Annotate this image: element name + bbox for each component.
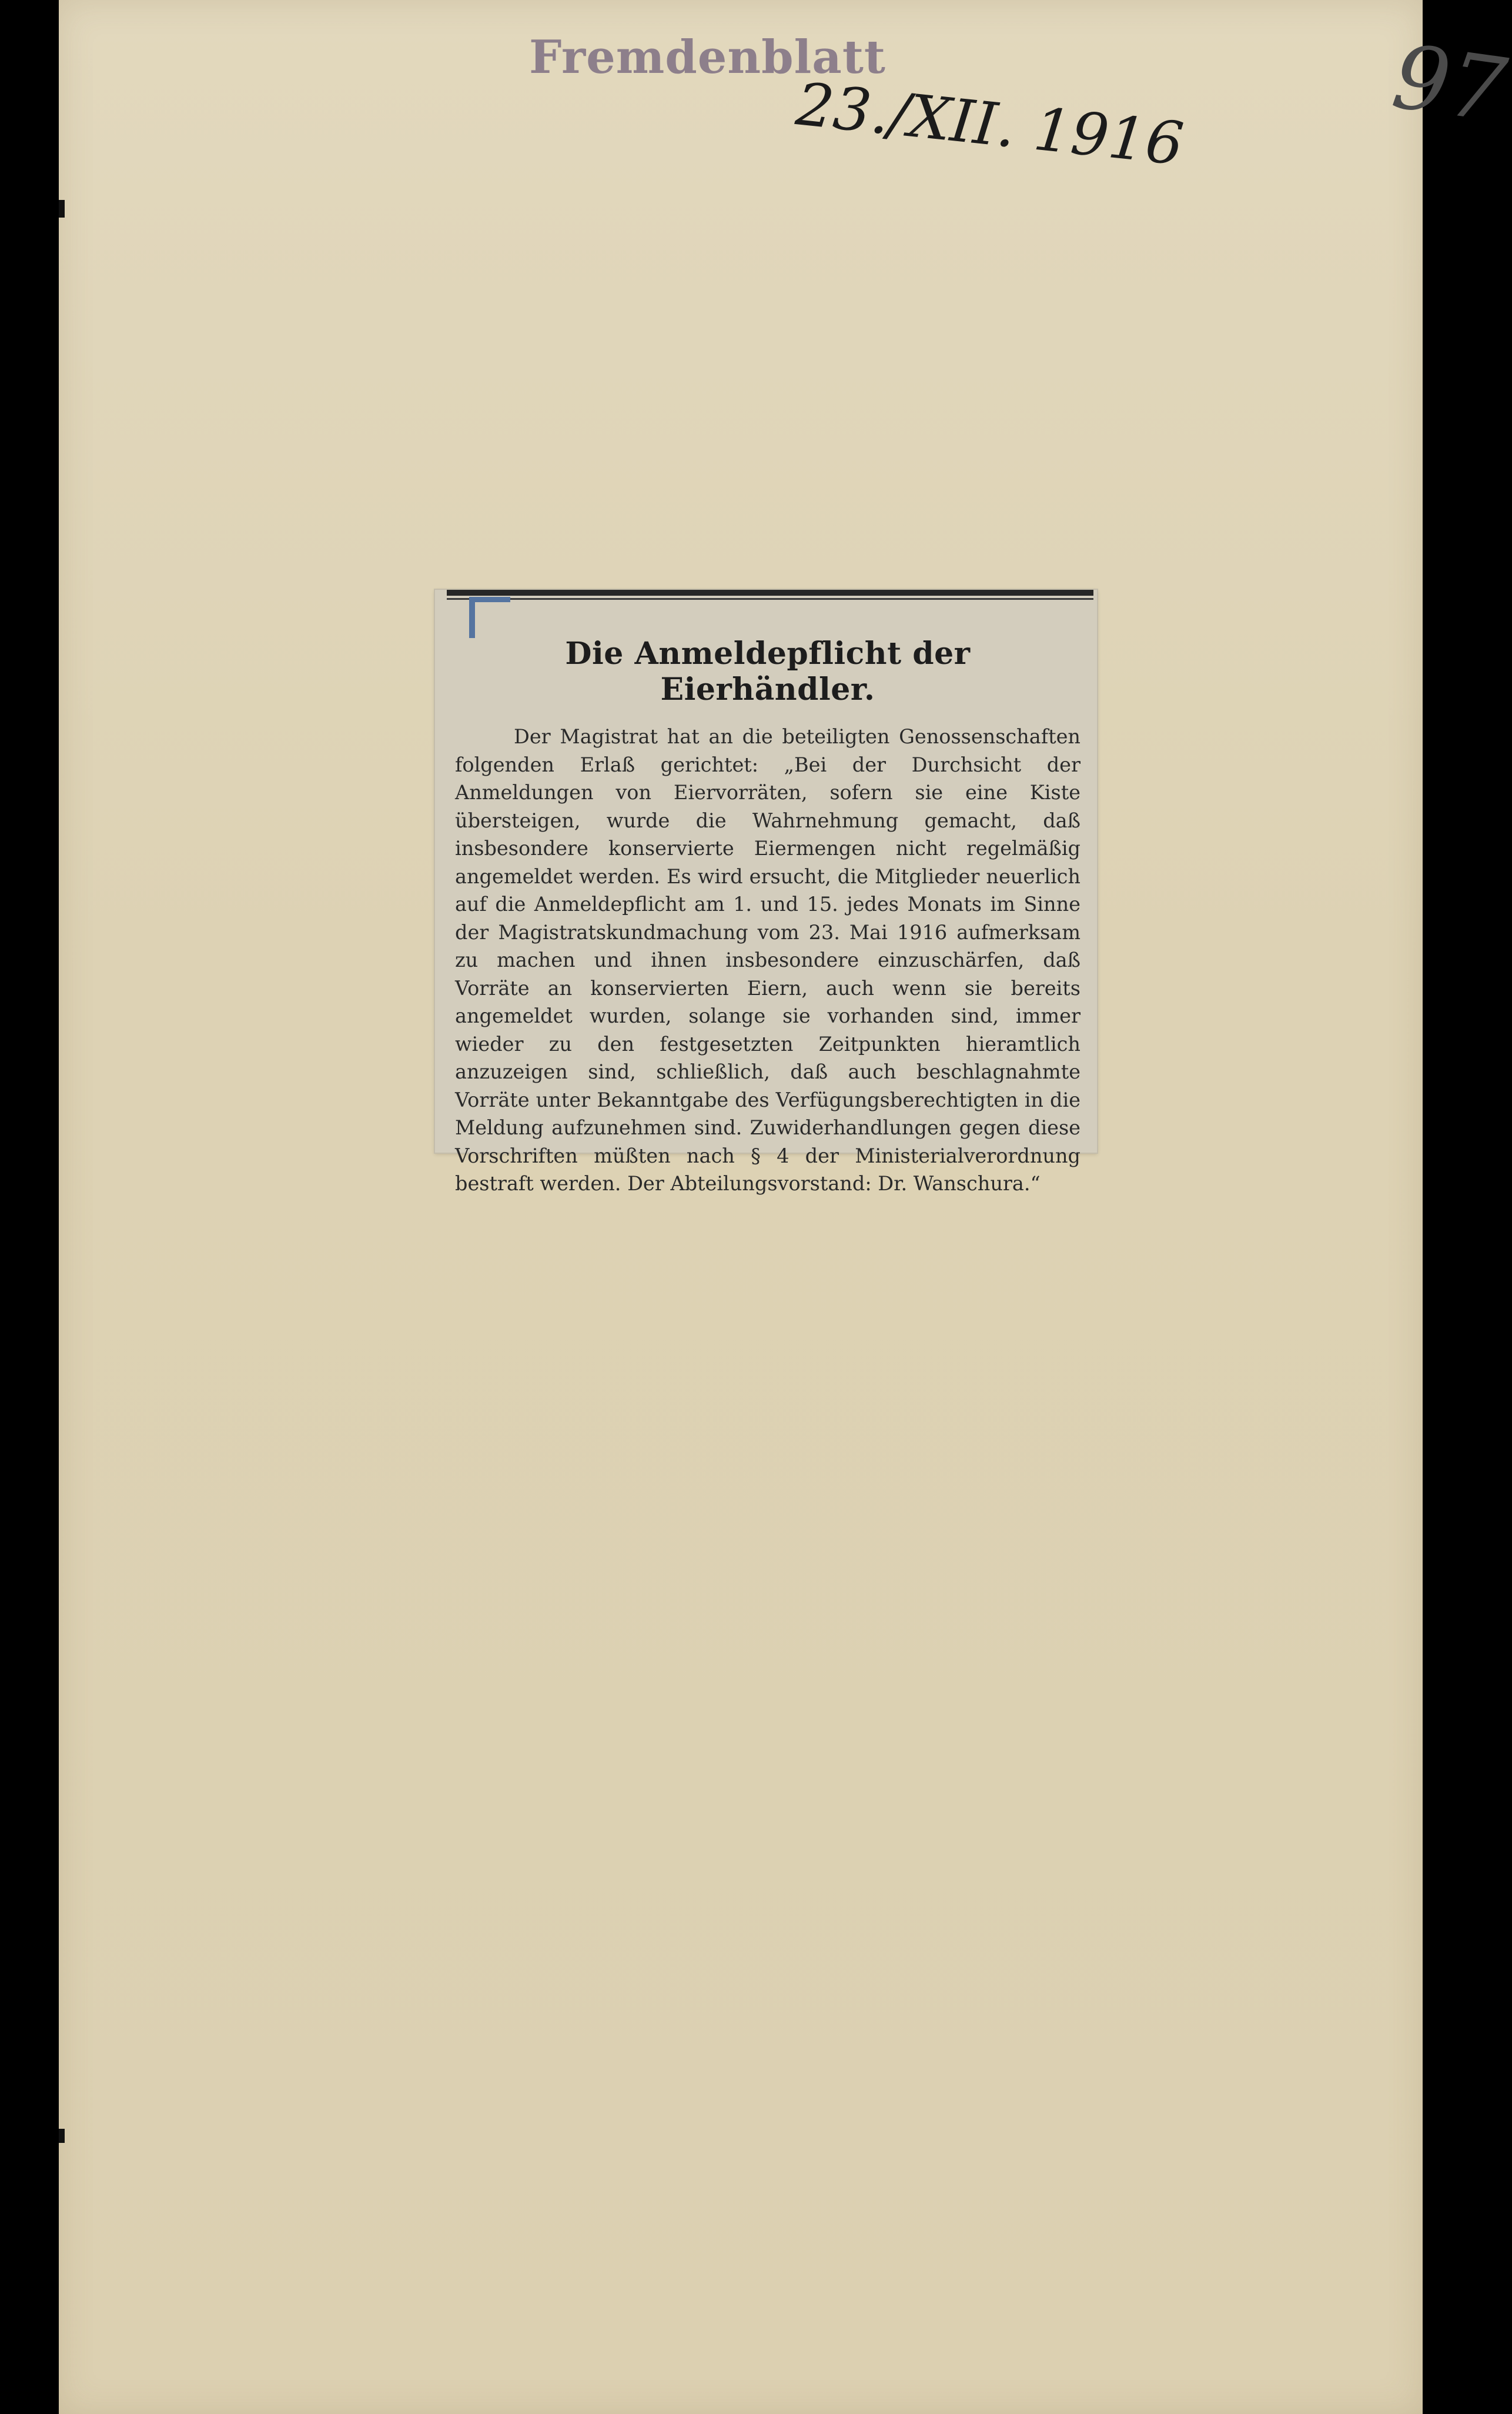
archive-sheet <box>59 0 1512 2414</box>
blue-pencil-mark <box>469 597 475 638</box>
folio-number: 97 <box>1386 25 1512 143</box>
newspaper-clipping <box>435 590 1097 1195</box>
clipping-title: Die Anmeldepflicht der Eierhändler. <box>565 636 971 707</box>
sheet-edge-mark <box>59 200 65 218</box>
clipping-top-rule <box>447 590 1093 596</box>
clipping-top-rule-thin <box>447 598 1093 600</box>
newspaper-stamp: Fremdenblatt <box>529 31 886 84</box>
sheet-edge-mark <box>59 2129 65 2143</box>
clipping-body: Der Magistrat hat an die beteiligten Genossenschaften folgenden Erlaß gerichtet: „Bei der Durchsicht der Anmeldungen von Eiervorräten, sofern sie eine Kiste übersteigen, wurde die Wahrnehmung gemacht, daß insbesondere konservierte Eiermengen nicht regelmäßig angemeldet werden. Es wird ersucht, die Mitglieder neuerlich auf die Anmeldepflicht am 1. und 15. jedes Monats im Sinne der Magistratskundmachung vom 23. Mai 1916 aufmerksam zu machen und ihnen insbesondere einzuschärfen, daß Vorräte an konservierten Eiern, auch wenn sie bereits angemeldet wurden, solange sie vorhanden sind, immer wieder zu den festgesetzten Zeitpunkten hieramtlich anzuzeigen sind, schließlich, daß auch beschlagnahmte Vorräte unter Bekanntgabe des Verfügungsberechtigten in die Meldung aufzunehmen sind. Zuwiderhandlungen gegen diese Vorschriften müßten nach § 4 der Ministerialverordnung bestraft werden. Der Abteilungsvorstand: Dr. Wanschura.“ <box>455 725 1081 1195</box>
handwritten-date: 23./XII. 1916 <box>792 69 1187 179</box>
